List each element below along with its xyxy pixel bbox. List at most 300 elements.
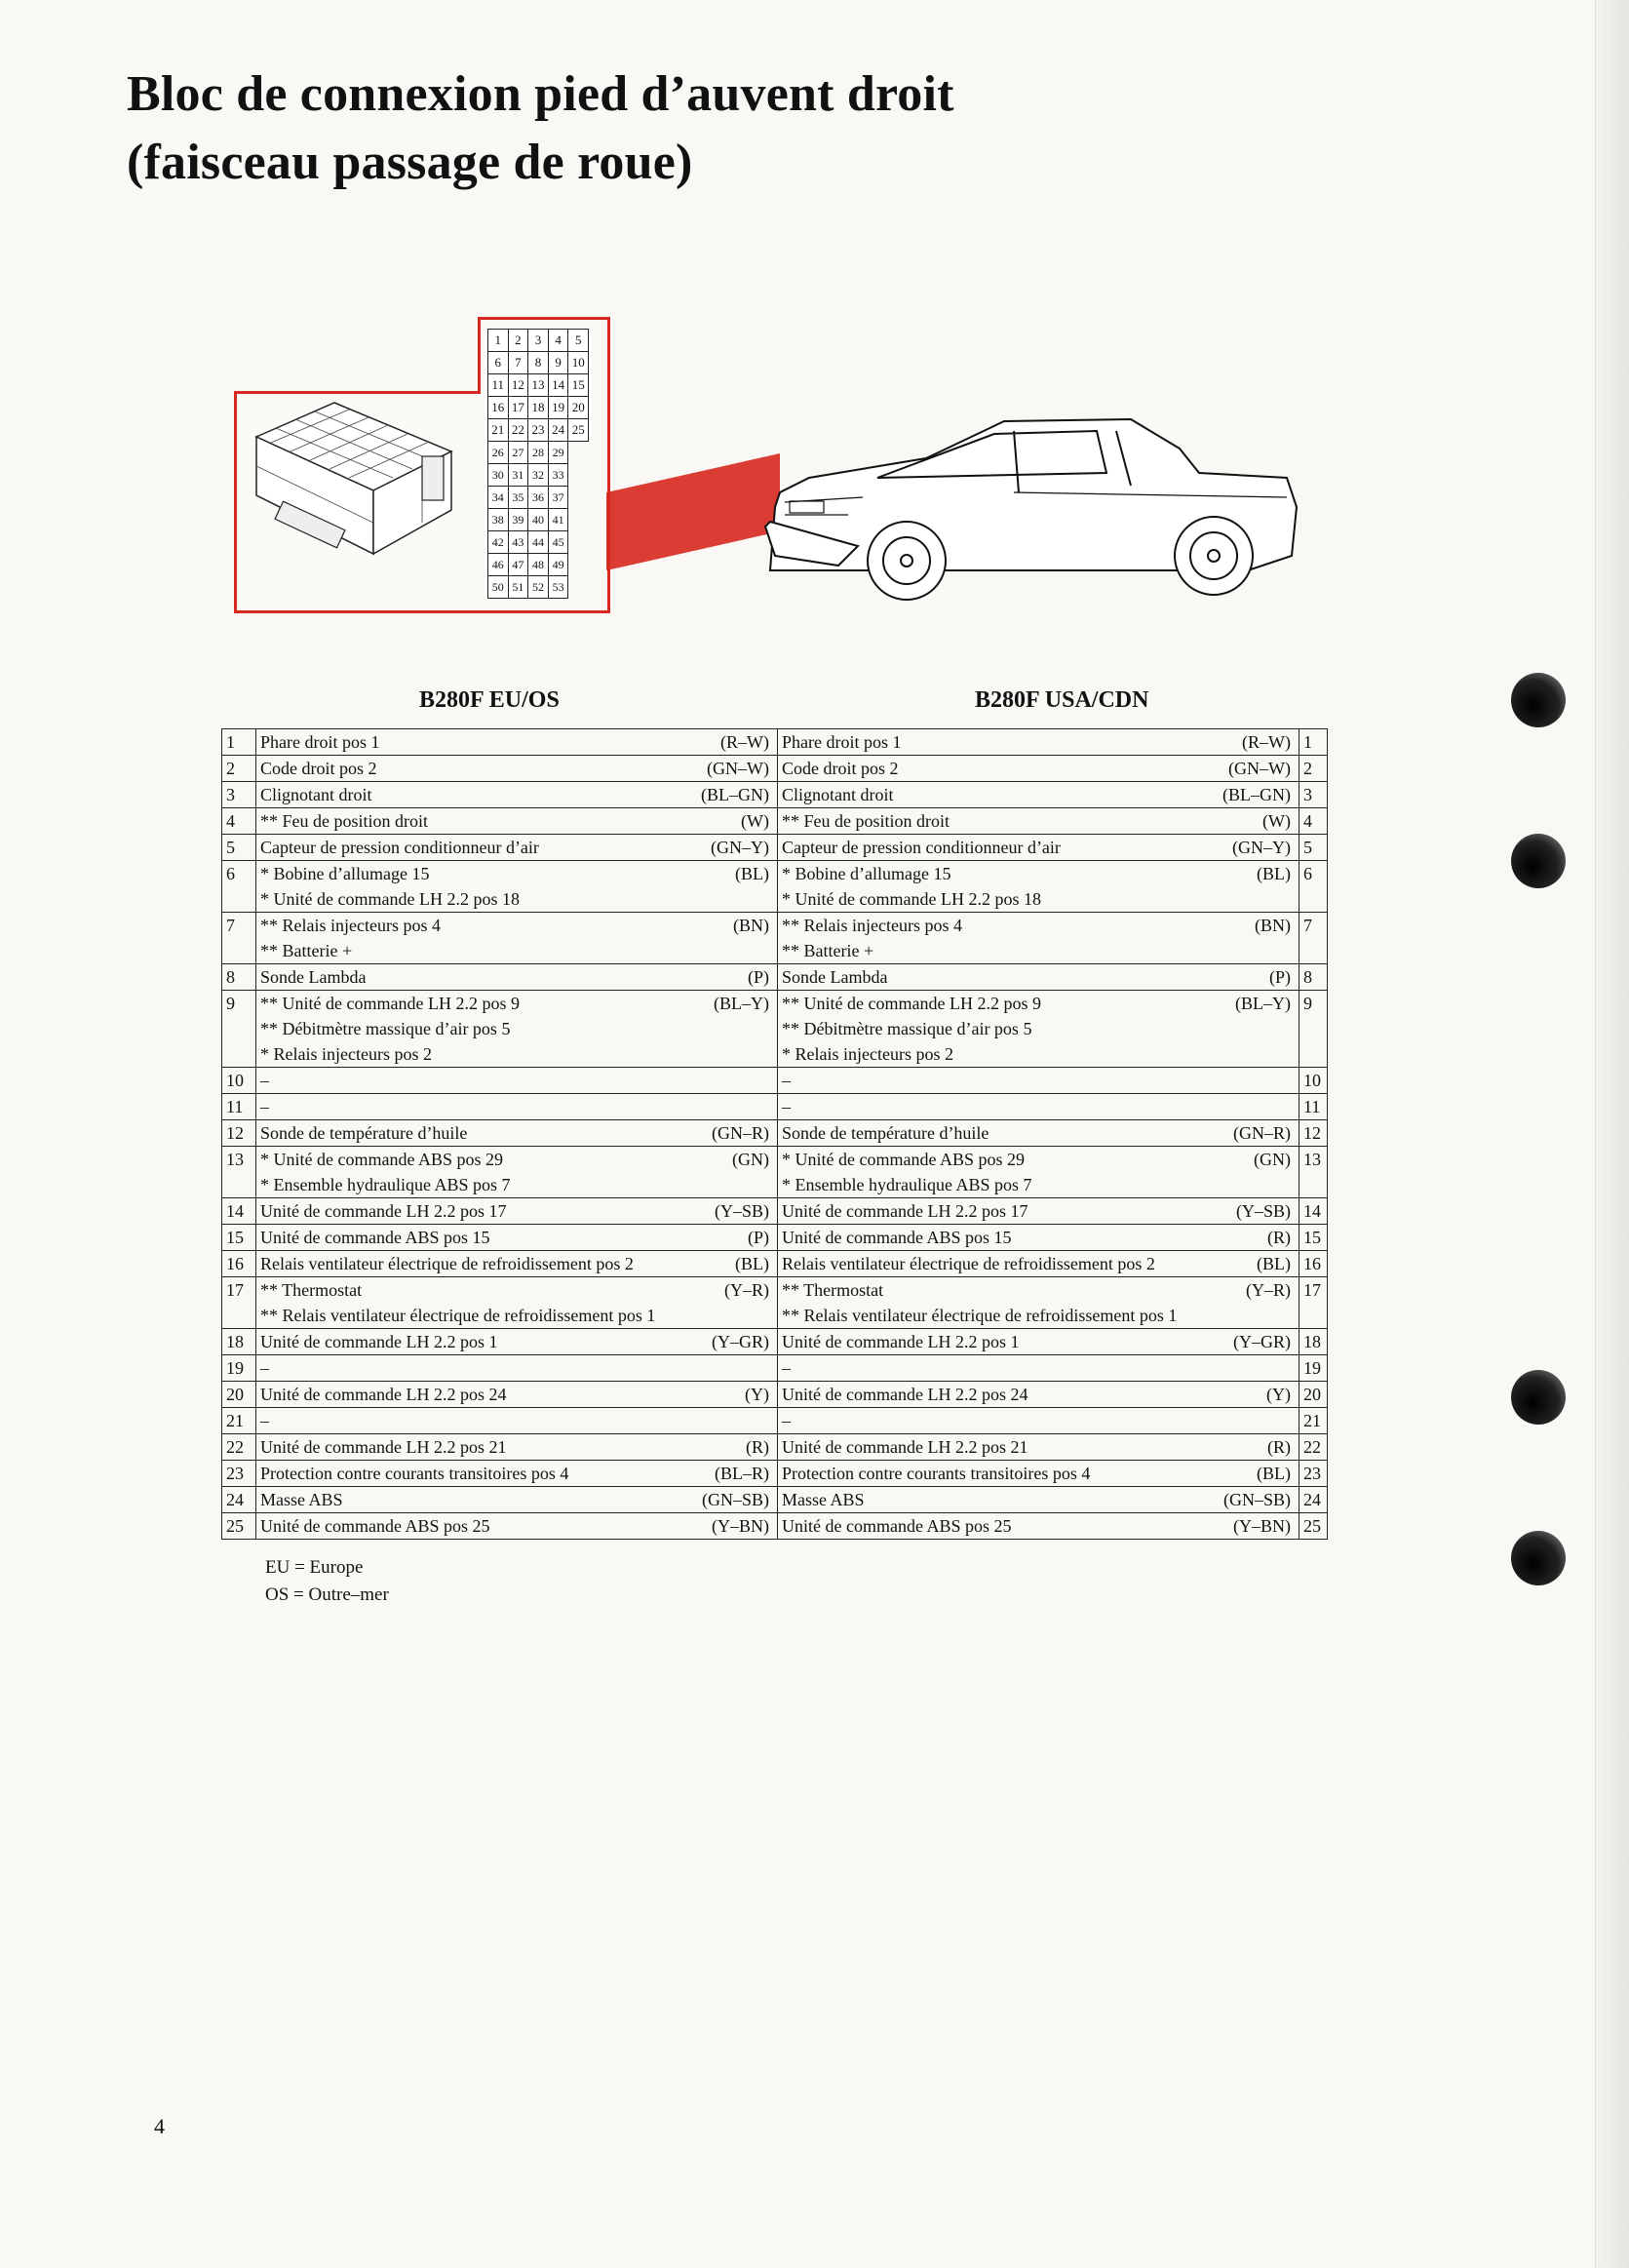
binder-edge bbox=[1595, 0, 1629, 2268]
description-line bbox=[782, 1198, 1295, 1224]
wire-color-code bbox=[1291, 1016, 1295, 1041]
grid-pin: 18 bbox=[528, 397, 549, 419]
pin-number-right: 17 bbox=[1299, 1277, 1328, 1329]
wire-function: Relais ventilateur électrique de refroidissement pos 2 bbox=[260, 1254, 634, 1273]
description-line bbox=[782, 1277, 1295, 1303]
grid-row bbox=[488, 576, 589, 599]
pin-number: 21 bbox=[222, 1408, 256, 1434]
grid-pin: 39 bbox=[508, 509, 528, 531]
usa-description bbox=[778, 1461, 1299, 1487]
usa-description bbox=[778, 861, 1299, 913]
wire-function: * Bobine d’allumage 15 bbox=[260, 864, 430, 883]
wire-color-code: (BL–R) bbox=[715, 1464, 769, 1483]
binder-hole bbox=[1511, 834, 1566, 888]
pin-number: 16 bbox=[222, 1251, 256, 1277]
description-line bbox=[782, 938, 1295, 963]
wire-color-code bbox=[1291, 1303, 1295, 1328]
usa-description bbox=[778, 991, 1299, 1068]
wire-function: – bbox=[782, 1071, 791, 1090]
description-line bbox=[782, 964, 1295, 990]
description-line bbox=[260, 1041, 773, 1067]
description-line bbox=[260, 1461, 773, 1486]
eu-description bbox=[256, 1461, 778, 1487]
eu-description bbox=[256, 1382, 778, 1408]
pin-number-right: 13 bbox=[1299, 1147, 1328, 1198]
eu-description bbox=[256, 1408, 778, 1434]
wire-function: – bbox=[782, 1097, 791, 1116]
wire-color-code: (BN) bbox=[733, 916, 769, 935]
description-line bbox=[782, 1094, 1295, 1119]
pin-number: 24 bbox=[222, 1487, 256, 1513]
wire-function: Clignotant droit bbox=[260, 785, 372, 804]
usa-description bbox=[778, 1225, 1299, 1251]
pin-number: 11 bbox=[222, 1094, 256, 1120]
description-line bbox=[782, 808, 1295, 834]
table-row bbox=[222, 913, 1328, 964]
wire-function: ** Unité de commande LH 2.2 pos 9 bbox=[782, 994, 1041, 1013]
wire-function: Unité de commande LH 2.2 pos 21 bbox=[782, 1437, 1028, 1457]
pin-number: 22 bbox=[222, 1434, 256, 1461]
grid-pin: 8 bbox=[528, 352, 549, 374]
grid-pin: 3 bbox=[528, 330, 549, 352]
grid-pin: 48 bbox=[528, 554, 549, 576]
grid-pin: 27 bbox=[508, 442, 528, 464]
wire-function: ** Thermostat bbox=[260, 1280, 363, 1300]
wire-color-code: (Y–BN) bbox=[1233, 1516, 1291, 1536]
wire-color-code: (P) bbox=[748, 967, 769, 987]
wire-color-code: (Y–GR) bbox=[1233, 1332, 1291, 1351]
usa-description bbox=[778, 964, 1299, 991]
description-line bbox=[260, 1329, 773, 1354]
description-line bbox=[260, 782, 773, 807]
binder-hole bbox=[1511, 1370, 1566, 1425]
wire-function: ** Débitmètre massique d’air pos 5 bbox=[260, 1019, 511, 1038]
grid-pin: 40 bbox=[528, 509, 549, 531]
pin-number-right: 21 bbox=[1299, 1408, 1328, 1434]
wire-function: Masse ABS bbox=[260, 1490, 343, 1509]
table-row bbox=[222, 808, 1328, 835]
wire-color-code: (GN–Y) bbox=[711, 838, 769, 857]
wire-color-code: (R) bbox=[1267, 1437, 1291, 1457]
wire-function: – bbox=[782, 1411, 791, 1430]
wire-color-code: (Y–BN) bbox=[712, 1516, 769, 1536]
wire-function: – bbox=[260, 1358, 269, 1378]
usa-description bbox=[778, 1251, 1299, 1277]
description-line bbox=[260, 1434, 773, 1460]
grid-pin: 53 bbox=[548, 576, 568, 599]
grid-row bbox=[488, 509, 589, 531]
description-line bbox=[782, 1513, 1295, 1539]
grid-pin: 42 bbox=[488, 531, 509, 554]
table-row bbox=[222, 1513, 1328, 1540]
connector-pin-grid bbox=[487, 329, 589, 599]
description-line bbox=[260, 938, 773, 963]
wire-function: * Ensemble hydraulique ABS pos 7 bbox=[782, 1175, 1032, 1194]
pin-number-right: 20 bbox=[1299, 1382, 1328, 1408]
grid-pin: 29 bbox=[548, 442, 568, 464]
usa-description bbox=[778, 1198, 1299, 1225]
description-line bbox=[260, 1225, 773, 1250]
grid-pin: 35 bbox=[508, 487, 528, 509]
wire-function: Sonde de température d’huile bbox=[782, 1123, 989, 1143]
wire-color-code: (R) bbox=[1267, 1228, 1291, 1247]
grid-row bbox=[488, 464, 589, 487]
wire-color-code bbox=[769, 1408, 773, 1433]
wire-function: ** Relais ventilateur électrique de refroidissement pos 1 bbox=[260, 1306, 656, 1325]
wire-function: Unité de commande ABS pos 15 bbox=[782, 1228, 1012, 1247]
pin-number: 14 bbox=[222, 1198, 256, 1225]
wire-function: Unité de commande LH 2.2 pos 24 bbox=[260, 1385, 507, 1404]
wire-function: ** Feu de position droit bbox=[260, 811, 428, 831]
eu-description bbox=[256, 1198, 778, 1225]
wire-function: Sonde Lambda bbox=[260, 967, 367, 987]
grid-pin: 12 bbox=[508, 374, 528, 397]
grid-row bbox=[488, 352, 589, 374]
wire-color-code: (BL–Y) bbox=[714, 994, 769, 1013]
wire-function: Protection contre courants transitoires pos 4 bbox=[260, 1464, 569, 1483]
description-line bbox=[260, 1382, 773, 1407]
description-line bbox=[782, 1461, 1295, 1486]
pin-number-right: 22 bbox=[1299, 1434, 1328, 1461]
table-row bbox=[222, 835, 1328, 861]
wire-color-code: (GN–SB) bbox=[1222, 1490, 1291, 1509]
grid-pin: 37 bbox=[548, 487, 568, 509]
wire-function: * Unité de commande LH 2.2 pos 18 bbox=[782, 889, 1041, 909]
wire-function: – bbox=[260, 1097, 269, 1116]
usa-description bbox=[778, 1355, 1299, 1382]
pin-number: 5 bbox=[222, 835, 256, 861]
wire-color-code: (P) bbox=[1269, 967, 1291, 987]
pin-number: 19 bbox=[222, 1355, 256, 1382]
description-line bbox=[260, 1251, 773, 1276]
wire-function: ** Relais ventilateur électrique de refroidissement pos 1 bbox=[782, 1306, 1178, 1325]
grid-pin: 38 bbox=[488, 509, 509, 531]
wire-function: Unité de commande LH 2.2 pos 17 bbox=[782, 1201, 1028, 1221]
grid-pin: 14 bbox=[548, 374, 568, 397]
description-line bbox=[260, 1303, 773, 1328]
grid-pin: 41 bbox=[548, 509, 568, 531]
eu-description bbox=[256, 782, 778, 808]
diagram-notch bbox=[234, 317, 481, 394]
connector-block-illustration bbox=[242, 398, 485, 607]
grid-pin: 13 bbox=[528, 374, 549, 397]
pin-number-right: 15 bbox=[1299, 1225, 1328, 1251]
wire-function: * Relais injecteurs pos 2 bbox=[260, 1044, 432, 1064]
usa-description bbox=[778, 1147, 1299, 1198]
pin-number: 10 bbox=[222, 1068, 256, 1094]
grid-pin: 6 bbox=[488, 352, 509, 374]
description-line bbox=[260, 1513, 773, 1539]
right-heading: B280F USA/CDN bbox=[975, 687, 1149, 713]
grid-pin: 2 bbox=[508, 330, 528, 352]
pin-number-right: 23 bbox=[1299, 1461, 1328, 1487]
grid-pin: 16 bbox=[488, 397, 509, 419]
wire-function: * Unité de commande ABS pos 29 bbox=[260, 1150, 503, 1169]
eu-description bbox=[256, 1068, 778, 1094]
grid-pin: 15 bbox=[568, 374, 589, 397]
eu-description bbox=[256, 756, 778, 782]
pin-number: 2 bbox=[222, 756, 256, 782]
eu-description bbox=[256, 808, 778, 835]
wire-function: * Relais injecteurs pos 2 bbox=[782, 1044, 953, 1064]
pin-number-right: 4 bbox=[1299, 808, 1328, 835]
description-line bbox=[260, 1120, 773, 1146]
wire-function: Unité de commande ABS pos 25 bbox=[782, 1516, 1012, 1536]
wire-color-code bbox=[769, 1303, 773, 1328]
description-line bbox=[260, 1408, 773, 1433]
wire-function: Unité de commande LH 2.2 pos 21 bbox=[260, 1437, 507, 1457]
wire-color-code bbox=[1291, 1041, 1295, 1067]
grid-pin: 34 bbox=[488, 487, 509, 509]
usa-description bbox=[778, 1120, 1299, 1147]
description-line bbox=[260, 835, 773, 860]
wire-color-code: (BL) bbox=[1257, 864, 1291, 883]
description-line bbox=[260, 964, 773, 990]
description-line bbox=[260, 1198, 773, 1224]
usa-description bbox=[778, 1382, 1299, 1408]
usa-description bbox=[778, 1094, 1299, 1120]
usa-description bbox=[778, 1329, 1299, 1355]
table-row bbox=[222, 1461, 1328, 1487]
wire-function: Unité de commande LH 2.2 pos 1 bbox=[782, 1332, 1020, 1351]
pin-number: 20 bbox=[222, 1382, 256, 1408]
wire-color-code: (Y–R) bbox=[724, 1280, 769, 1300]
title-line-1: Bloc de connexion pied d’auvent droit bbox=[127, 66, 954, 122]
wire-function: Relais ventilateur électrique de refroidissement pos 2 bbox=[782, 1254, 1155, 1273]
wire-function: Protection contre courants transitoires pos 4 bbox=[782, 1464, 1091, 1483]
pin-number: 4 bbox=[222, 808, 256, 835]
pin-number-right: 2 bbox=[1299, 756, 1328, 782]
wire-color-code: (W) bbox=[1262, 811, 1291, 831]
eu-description bbox=[256, 1225, 778, 1251]
description-line bbox=[260, 1094, 773, 1119]
grid-row bbox=[488, 330, 589, 352]
table-row bbox=[222, 1068, 1328, 1094]
description-line bbox=[260, 1172, 773, 1197]
table-row bbox=[222, 1094, 1328, 1120]
wire-color-code bbox=[769, 1041, 773, 1067]
wire-function: Phare droit pos 1 bbox=[782, 732, 902, 752]
usa-description bbox=[778, 1434, 1299, 1461]
description-line bbox=[782, 1434, 1295, 1460]
description-line bbox=[782, 1487, 1295, 1512]
wire-function: Phare droit pos 1 bbox=[260, 732, 380, 752]
eu-description bbox=[256, 1120, 778, 1147]
grid-pin: 52 bbox=[528, 576, 549, 599]
eu-description bbox=[256, 729, 778, 756]
wire-color-code: (Y–SB) bbox=[714, 1201, 769, 1221]
wire-color-code: (BL–GN) bbox=[701, 785, 769, 804]
wire-color-code: (BL) bbox=[1257, 1464, 1291, 1483]
table-row bbox=[222, 1355, 1328, 1382]
wire-color-code: (GN–SB) bbox=[701, 1490, 769, 1509]
wire-function: Sonde de température d’huile bbox=[260, 1123, 468, 1143]
usa-description bbox=[778, 913, 1299, 964]
eu-description bbox=[256, 1251, 778, 1277]
grid-pin: 21 bbox=[488, 419, 509, 442]
eu-description bbox=[256, 1094, 778, 1120]
description-line bbox=[782, 1329, 1295, 1354]
grid-row bbox=[488, 531, 589, 554]
wire-color-code bbox=[769, 1094, 773, 1119]
table-row bbox=[222, 756, 1328, 782]
pin-number-right: 19 bbox=[1299, 1355, 1328, 1382]
wire-function: Code droit pos 2 bbox=[782, 759, 899, 778]
description-line bbox=[782, 1120, 1295, 1146]
wire-function: – bbox=[782, 1358, 791, 1378]
grid-pin: 51 bbox=[508, 576, 528, 599]
grid-row bbox=[488, 442, 589, 464]
description-line bbox=[782, 835, 1295, 860]
grid-pin: 9 bbox=[548, 352, 568, 374]
table-row bbox=[222, 1277, 1328, 1329]
description-line bbox=[260, 913, 773, 938]
wire-color-code bbox=[1291, 1355, 1295, 1381]
pin-number: 17 bbox=[222, 1277, 256, 1329]
description-line bbox=[782, 729, 1295, 755]
usa-description bbox=[778, 1487, 1299, 1513]
wire-color-code bbox=[769, 1068, 773, 1093]
wire-function: Clignotant droit bbox=[782, 785, 894, 804]
usa-description bbox=[778, 835, 1299, 861]
wire-color-code: (Y–GR) bbox=[712, 1332, 769, 1351]
red-beam bbox=[606, 453, 780, 570]
description-line bbox=[782, 1016, 1295, 1041]
description-line bbox=[260, 1355, 773, 1381]
pin-number-right: 10 bbox=[1299, 1068, 1328, 1094]
pin-number: 7 bbox=[222, 913, 256, 964]
pin-number: 9 bbox=[222, 991, 256, 1068]
wire-color-code: (P) bbox=[748, 1228, 769, 1247]
eu-description bbox=[256, 1147, 778, 1198]
description-line bbox=[782, 1355, 1295, 1381]
wire-color-code: (BL–Y) bbox=[1235, 994, 1291, 1013]
description-line bbox=[260, 991, 773, 1016]
pin-number: 15 bbox=[222, 1225, 256, 1251]
wire-color-code bbox=[769, 1172, 773, 1197]
grid-pin: 47 bbox=[508, 554, 528, 576]
grid-pin: 26 bbox=[488, 442, 509, 464]
wire-function: Unité de commande ABS pos 25 bbox=[260, 1516, 490, 1536]
pin-number-right: 9 bbox=[1299, 991, 1328, 1068]
grid-pin: 46 bbox=[488, 554, 509, 576]
grid-pin: 25 bbox=[568, 419, 589, 442]
wire-color-code: (BL) bbox=[1257, 1254, 1291, 1273]
description-line bbox=[260, 861, 773, 886]
grid-pin: 19 bbox=[548, 397, 568, 419]
table-row bbox=[222, 964, 1328, 991]
description-line bbox=[782, 1041, 1295, 1067]
wire-function: Code droit pos 2 bbox=[260, 759, 377, 778]
eu-description bbox=[256, 1513, 778, 1540]
wire-color-code bbox=[1291, 1408, 1295, 1433]
pin-number-right: 8 bbox=[1299, 964, 1328, 991]
usa-description bbox=[778, 756, 1299, 782]
description-line bbox=[782, 782, 1295, 807]
description-line bbox=[782, 1408, 1295, 1433]
wire-function: ** Débitmètre massique d’air pos 5 bbox=[782, 1019, 1032, 1038]
pin-number: 6 bbox=[222, 861, 256, 913]
wire-color-code bbox=[1291, 1172, 1295, 1197]
description-line bbox=[260, 808, 773, 834]
wire-color-code: (R–W) bbox=[720, 732, 769, 752]
wire-color-code: (GN–R) bbox=[712, 1123, 769, 1143]
pin-number-right: 1 bbox=[1299, 729, 1328, 756]
description-line bbox=[782, 913, 1295, 938]
grid-row bbox=[488, 487, 589, 509]
description-line bbox=[782, 1303, 1295, 1328]
wire-function: * Bobine d’allumage 15 bbox=[782, 864, 951, 883]
eu-description bbox=[256, 913, 778, 964]
grid-row bbox=[488, 397, 589, 419]
table-row bbox=[222, 861, 1328, 913]
pin-number-right: 25 bbox=[1299, 1513, 1328, 1540]
pin-number: 1 bbox=[222, 729, 256, 756]
table-row bbox=[222, 1225, 1328, 1251]
eu-description bbox=[256, 1434, 778, 1461]
usa-description bbox=[778, 1277, 1299, 1329]
grid-pin: 32 bbox=[528, 464, 549, 487]
car-illustration bbox=[585, 400, 1384, 634]
grid-pin: 44 bbox=[528, 531, 549, 554]
table-row bbox=[222, 991, 1328, 1068]
wire-color-code bbox=[1291, 886, 1295, 912]
wire-color-code: (BL) bbox=[735, 864, 769, 883]
grid-pin: 22 bbox=[508, 419, 528, 442]
description-line bbox=[260, 756, 773, 781]
wire-color-code: (BN) bbox=[1255, 916, 1291, 935]
table-row bbox=[222, 782, 1328, 808]
legend-eu: EU = Europe bbox=[265, 1557, 364, 1578]
grid-row bbox=[488, 554, 589, 576]
table-row bbox=[222, 1329, 1328, 1355]
wire-function: Unité de commande ABS pos 15 bbox=[260, 1228, 490, 1247]
table-row bbox=[222, 1382, 1328, 1408]
wire-color-code bbox=[769, 1016, 773, 1041]
description-line bbox=[260, 1147, 773, 1172]
pin-number-right: 7 bbox=[1299, 913, 1328, 964]
wire-function: Unité de commande LH 2.2 pos 17 bbox=[260, 1201, 507, 1221]
eu-description bbox=[256, 1487, 778, 1513]
grid-pin: 33 bbox=[548, 464, 568, 487]
usa-description bbox=[778, 1408, 1299, 1434]
pin-number-right: 12 bbox=[1299, 1120, 1328, 1147]
wire-color-code: (BL) bbox=[735, 1254, 769, 1273]
wire-function: ** Batterie + bbox=[782, 941, 874, 960]
pin-number-right: 11 bbox=[1299, 1094, 1328, 1120]
grid-pin: 31 bbox=[508, 464, 528, 487]
pin-number: 25 bbox=[222, 1513, 256, 1540]
usa-description bbox=[778, 782, 1299, 808]
wire-color-code: (Y) bbox=[745, 1385, 769, 1404]
description-line bbox=[782, 1147, 1295, 1172]
description-line bbox=[782, 886, 1295, 912]
wire-color-code: (GN–W) bbox=[1228, 759, 1291, 778]
page-number: 4 bbox=[154, 2114, 165, 2138]
wire-color-code: (R–W) bbox=[1242, 732, 1291, 752]
wire-function: Masse ABS bbox=[782, 1490, 865, 1509]
page-title bbox=[127, 60, 954, 197]
wire-function: Capteur de pression conditionneur d’air bbox=[260, 838, 539, 857]
eu-description bbox=[256, 835, 778, 861]
wire-color-code: (GN–W) bbox=[707, 759, 769, 778]
grid-pin: 7 bbox=[508, 352, 528, 374]
table-row bbox=[222, 1251, 1328, 1277]
grid-pin: 36 bbox=[528, 487, 549, 509]
grid-pin: 50 bbox=[488, 576, 509, 599]
pin-number-right: 6 bbox=[1299, 861, 1328, 913]
description-line bbox=[782, 1382, 1295, 1407]
